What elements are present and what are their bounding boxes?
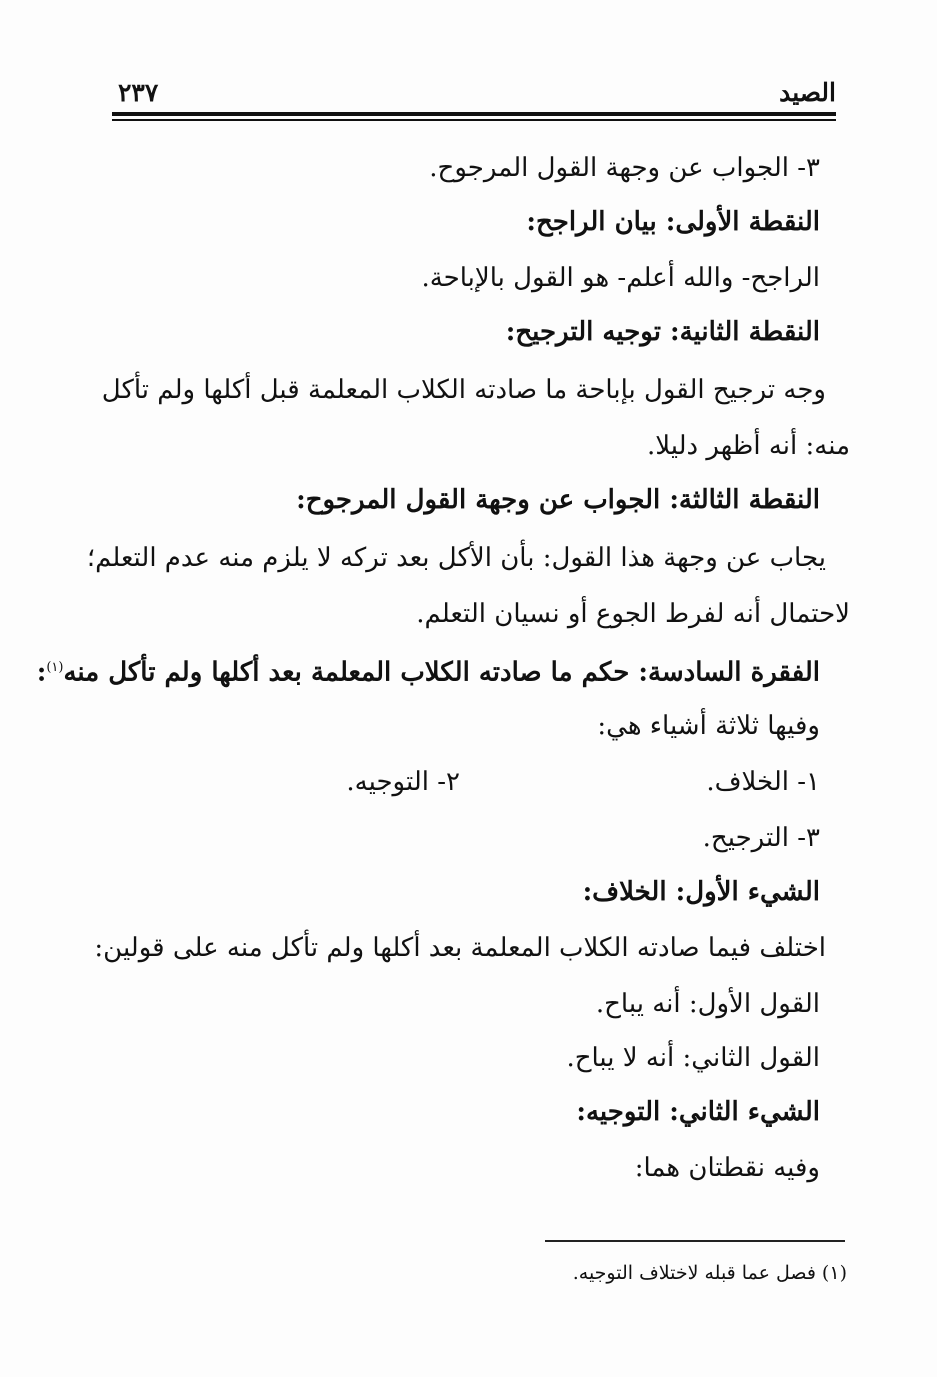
heading-thing-one: الشيء الأول: الخلاف: xyxy=(582,877,820,907)
list-item-disagreement: ١- الخلاف. xyxy=(706,767,820,797)
heading-point-two: النقطة الثانية: توجيه الترجيح: xyxy=(505,317,820,347)
list-item-preference: ٣- الترجيح. xyxy=(702,823,820,853)
paragraph-two-points: وفيه نقطتان هما: xyxy=(634,1153,820,1183)
footnote-divider xyxy=(545,1240,845,1242)
heading-thing-two: الشيء الثاني: التوجيه: xyxy=(576,1097,820,1127)
heading-point-three: النقطة الثالثة: الجواب عن وجهة القول المرجوح: xyxy=(296,485,820,515)
paragraph-justification-line2: منه: أنه أظهر دليلا. xyxy=(646,431,850,461)
paragraph-justification-line1: وجه ترجيح القول بإباحة ما صادته الكلاب المعلمة قبل أكلها ولم تأكل xyxy=(101,375,826,405)
list-item-guidance: ٢- التوجيه. xyxy=(346,767,460,797)
header-rule-thin xyxy=(112,119,836,121)
paragraph-disagreement: اختلف فيما صادته الكلاب المعلمة بعد أكلها ولم تأكل منه على قولين: xyxy=(94,933,826,963)
heading-section-six-colon: : xyxy=(36,657,47,688)
paragraph-preferred: الراجح- والله أعلم- هو القول بالإباحة. xyxy=(421,263,820,293)
chapter-title: الصيد xyxy=(779,78,836,107)
paragraph-answer-line1: يجاب عن وجهة هذا القول: بأن الأكل بعد تركه لا يلزم منه عدم التعلم؛ xyxy=(86,543,826,573)
header-rule-thick xyxy=(112,112,836,116)
paragraph-opinion-two: القول الثاني: أنه لا يباح. xyxy=(566,1043,820,1073)
paragraph-answer-line2: لاحتمال أنه لفرط الجوع أو نسيان التعلم. xyxy=(416,599,850,629)
heading-point-one: النقطة الأولى: بيان الراجح: xyxy=(526,207,820,237)
page-number: ٢٣٧ xyxy=(118,78,159,107)
heading-section-six xyxy=(37,648,820,693)
footnote: (١) فصل عما قبله لاختلاف التوجيه. xyxy=(572,1262,847,1284)
paragraph-three-things: وفيها ثلاثة أشياء هي: xyxy=(597,711,820,741)
page-header xyxy=(112,70,836,110)
list-row xyxy=(150,762,850,802)
heading-section-six-text: الفقرة السادسة: حكم ما صادته الكلاب المعلمة بعد أكلها ولم تأكل منه xyxy=(63,657,820,688)
list-item-3-answer: ٣- الجواب عن وجهة القول المرجوح. xyxy=(429,153,820,183)
footnote-marker: (١) xyxy=(46,660,64,675)
paragraph-opinion-one: القول الأول: أنه يباح. xyxy=(595,989,820,1019)
